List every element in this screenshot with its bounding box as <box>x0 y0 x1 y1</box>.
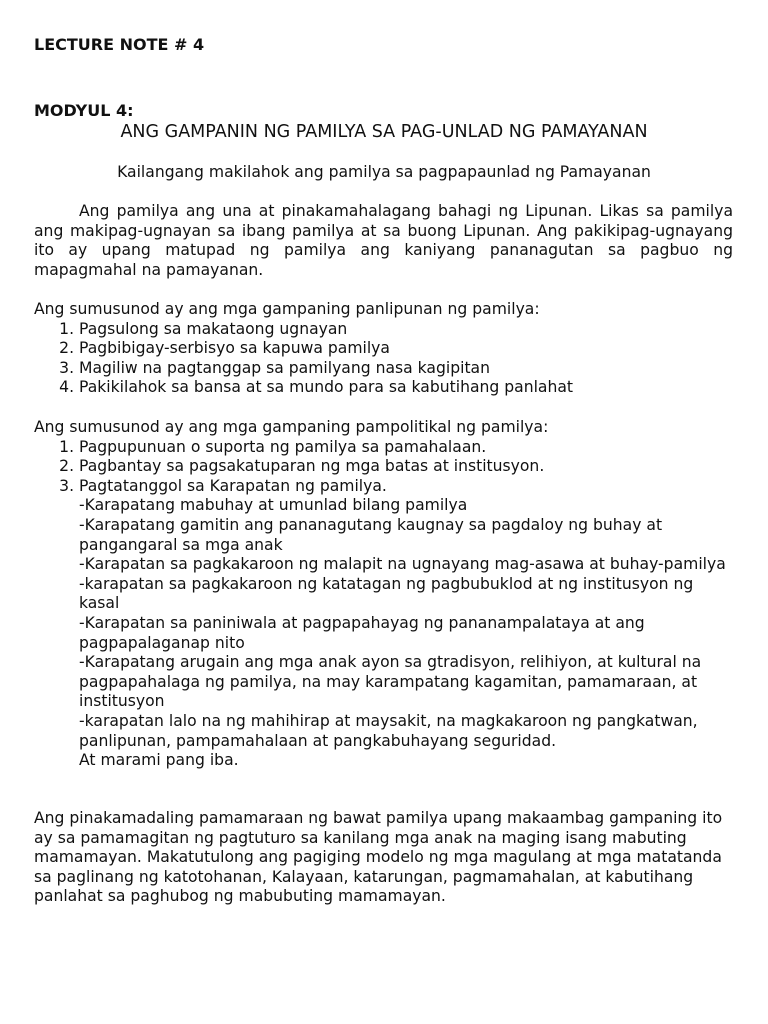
list-item: -Karapatang mabuhay at umunlad bilang pamilya <box>79 496 468 515</box>
social-roles-section <box>34 300 733 398</box>
social-roles-heading: Ang sumusunod ay ang mga gampaning panlipunan ng pamilya: <box>34 300 540 318</box>
list-item: -Karapatang arugain ang mga anak ayon sa gtradisyon, relihiyon, at kultural na pagpapahalaga ng pamilya, na may karampatang kagamitan, pamamaraan, at institusyon <box>79 653 702 711</box>
family-rights-list <box>34 496 733 770</box>
page-title: ANG GAMPANIN NG PAMILYA SA PAG-UNLAD NG PAMAYANAN <box>120 122 648 142</box>
list-item: 1. Pagpupunuan o suporta ng pamilya sa pamahalaan. <box>79 438 733 458</box>
list-item: -karapatan sa pagkakaroon ng katatagan ng pagbubuklod at ng institusyon ng kasal <box>79 574 694 613</box>
list-item: -karapatan lalo na ng mahihirap at maysakit, na magkakaroon ng pangkatwan, panlipunan, pampamahalaan at pangkabuhayang seguridad. <box>79 711 698 750</box>
list-item: 2. Pagbibigay-serbisyo sa kapuwa pamilya <box>79 339 733 359</box>
lecture-note-label: LECTURE NOTE # 4 <box>34 35 205 54</box>
list-item: -Karapatang gamitin ang pananagutang kaugnay sa pagdaloy ng buhay at pangangaral sa mga anak <box>79 515 663 554</box>
political-roles-section <box>34 418 733 771</box>
list-item: 3. Pagtatanggol sa Karapatan ng pamilya. <box>79 477 733 497</box>
social-roles-list <box>34 320 733 398</box>
list-item: 3. Magiliw na pagtanggap sa pamilyang nasa kagipitan <box>79 359 733 379</box>
list-item: 4. Pakikilahok sa bansa at sa mundo para sa kabutihang panlahat <box>79 378 733 398</box>
list-item: -Karapatan sa pagkakaroon ng malapit na ugnayang mag-asawa at buhay-pamilya <box>79 555 726 574</box>
list-item: 2. Pagbantay sa pagsakatuparan ng mga batas at institusyon. <box>79 457 733 477</box>
political-roles-list <box>34 438 733 497</box>
list-item: 1. Pagsulong sa makataong ugnayan <box>79 320 733 340</box>
political-roles-heading: Ang sumusunod ay ang mga gampaning pampolitikal ng pamilya: <box>34 418 549 436</box>
intro-paragraph: Ang pamilya ang una at pinakamahalagang bahagi ng Lipunan. Likas sa pamilya ang makipag-ugnayan sa ibang pamilya at sa buong Lipunan. Ang pakikipag-ugnayang ito ay upang matupad ng pamilya ang kaniyang pananagutan sa pagbuo ng mapagmahal na pamayanan. <box>34 202 733 279</box>
list-item: At marami pang iba. <box>79 751 239 770</box>
page-subtitle: Kailangang makilahok ang pamilya sa pagpapaunlad ng Pamayanan <box>117 163 651 181</box>
closing-paragraph: Ang pinakamadaling pamamaraan ng bawat pamilya upang makaambag gampaning ito ay sa pamamagitan ng pagtuturo sa kanilang mga anak na maging isang mabuting mamamayan. Makatutulong ang pagiging modelo ng mga magulang at mga matatanda sa paglinang ng katotohanan, Kalayaan, katarungan, pagmamahalan, at kabutihang panlahat sa paghubog ng mabubuting mamamayan. <box>34 809 723 906</box>
list-item: -Karapatan sa paniniwala at pagpapahayag ng pananampalataya at ang pagpapalaganap nito <box>79 613 645 652</box>
module-label: MODYUL 4: <box>34 101 134 120</box>
